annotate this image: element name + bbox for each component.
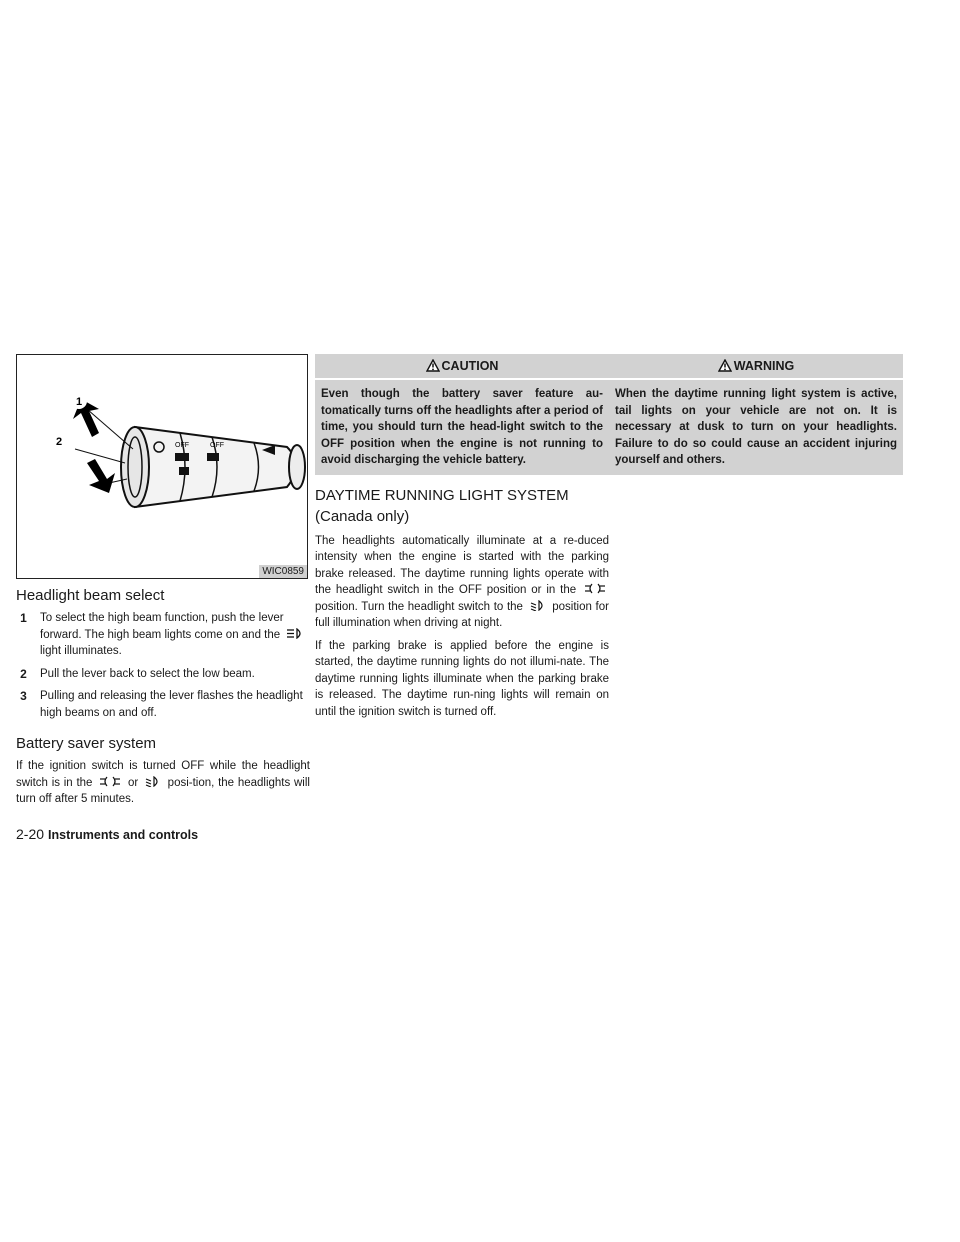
warning-triangle-icon [718,359,732,372]
step-number: 2 [20,666,27,681]
headlight-icon [530,600,546,611]
parking-light-icon [584,583,606,594]
switch-label-off-2: OFF [210,442,224,449]
page-number: 2-20 [16,826,45,842]
heading-headlight-beam-select: Headlight beam select [16,587,165,604]
step-number: 1 [20,611,27,625]
callout-3: 3 [99,480,107,492]
step-2: 2 Pull the lever back to select the low beam. [16,666,310,683]
column-1 [16,354,310,814]
warning-body: When the daytime running light system is active, tail lights on your vehicle are not on. It is necessary at dusk to turn on your headlights. Failure to do so could cause an accident injuring yourself and others. [615,388,897,466]
step-1: 1 To select the high beam function, push the lever forward. The high beam lights come on and the light illuminates. [16,610,310,660]
drl-paragraph-2: If the parking brake is applied before the engine is started, the daytime running lights do not illumi-nate. The daytime running lights illuminate when the parking brake is released. The daytime run-ning lights will remain on until the ignition switch is turned off. [315,639,609,718]
parking-light-icon [99,776,121,787]
callout-2: 2 [55,436,63,448]
heading-drl: DAYTIME RUNNING LIGHT SYSTEM (Canada only) [315,486,569,525]
caution-header [315,354,609,380]
figure-code: WIC0859 [259,565,307,578]
callout-1: 1 [75,396,83,408]
caution-title: CAUTION [441,359,499,373]
caution-body: Even though the battery saver feature au-tomatically turns off the headlights after a period of time, you should turn the head-light switch to the OFF position when the engine is not running to avoid discharging the vehicle battery. [321,388,603,466]
column-3 [609,354,903,475]
step-3: 3 Pulling and releasing the lever flashes the headlight high beams on and off. [16,688,310,721]
lever-illustration [17,355,307,578]
warning-title: WARNING [733,359,795,373]
column-2 [315,354,609,726]
caution-box [315,354,609,475]
switch-label-off-1: OFF [175,442,189,449]
section-title: Instruments and controls [48,828,199,842]
warning-header [609,354,903,380]
warning-triangle-icon [426,359,440,372]
warning-box [609,354,903,475]
drl-paragraph-1: The headlights automatically illuminate at a re-duced intensity when the engine is started with the parking brake released. The daytime running lights operate with the headlight switch in the OFF position or in the position. Turn the headlight switch to the position for full illumination when driving at night. [315,534,609,629]
high-beam-icon [286,628,304,639]
step-number: 3 [20,689,27,703]
headlight-lever-figure [16,354,308,579]
heading-battery-saver: Battery saver system [16,735,157,752]
headlight-icon [145,776,161,787]
page-footer [16,826,198,842]
battery-saver-text: If the ignition switch is turned OFF while the headlight switch is in the or posi-tion, the headlights will turn off after 5 minutes. [16,760,310,805]
